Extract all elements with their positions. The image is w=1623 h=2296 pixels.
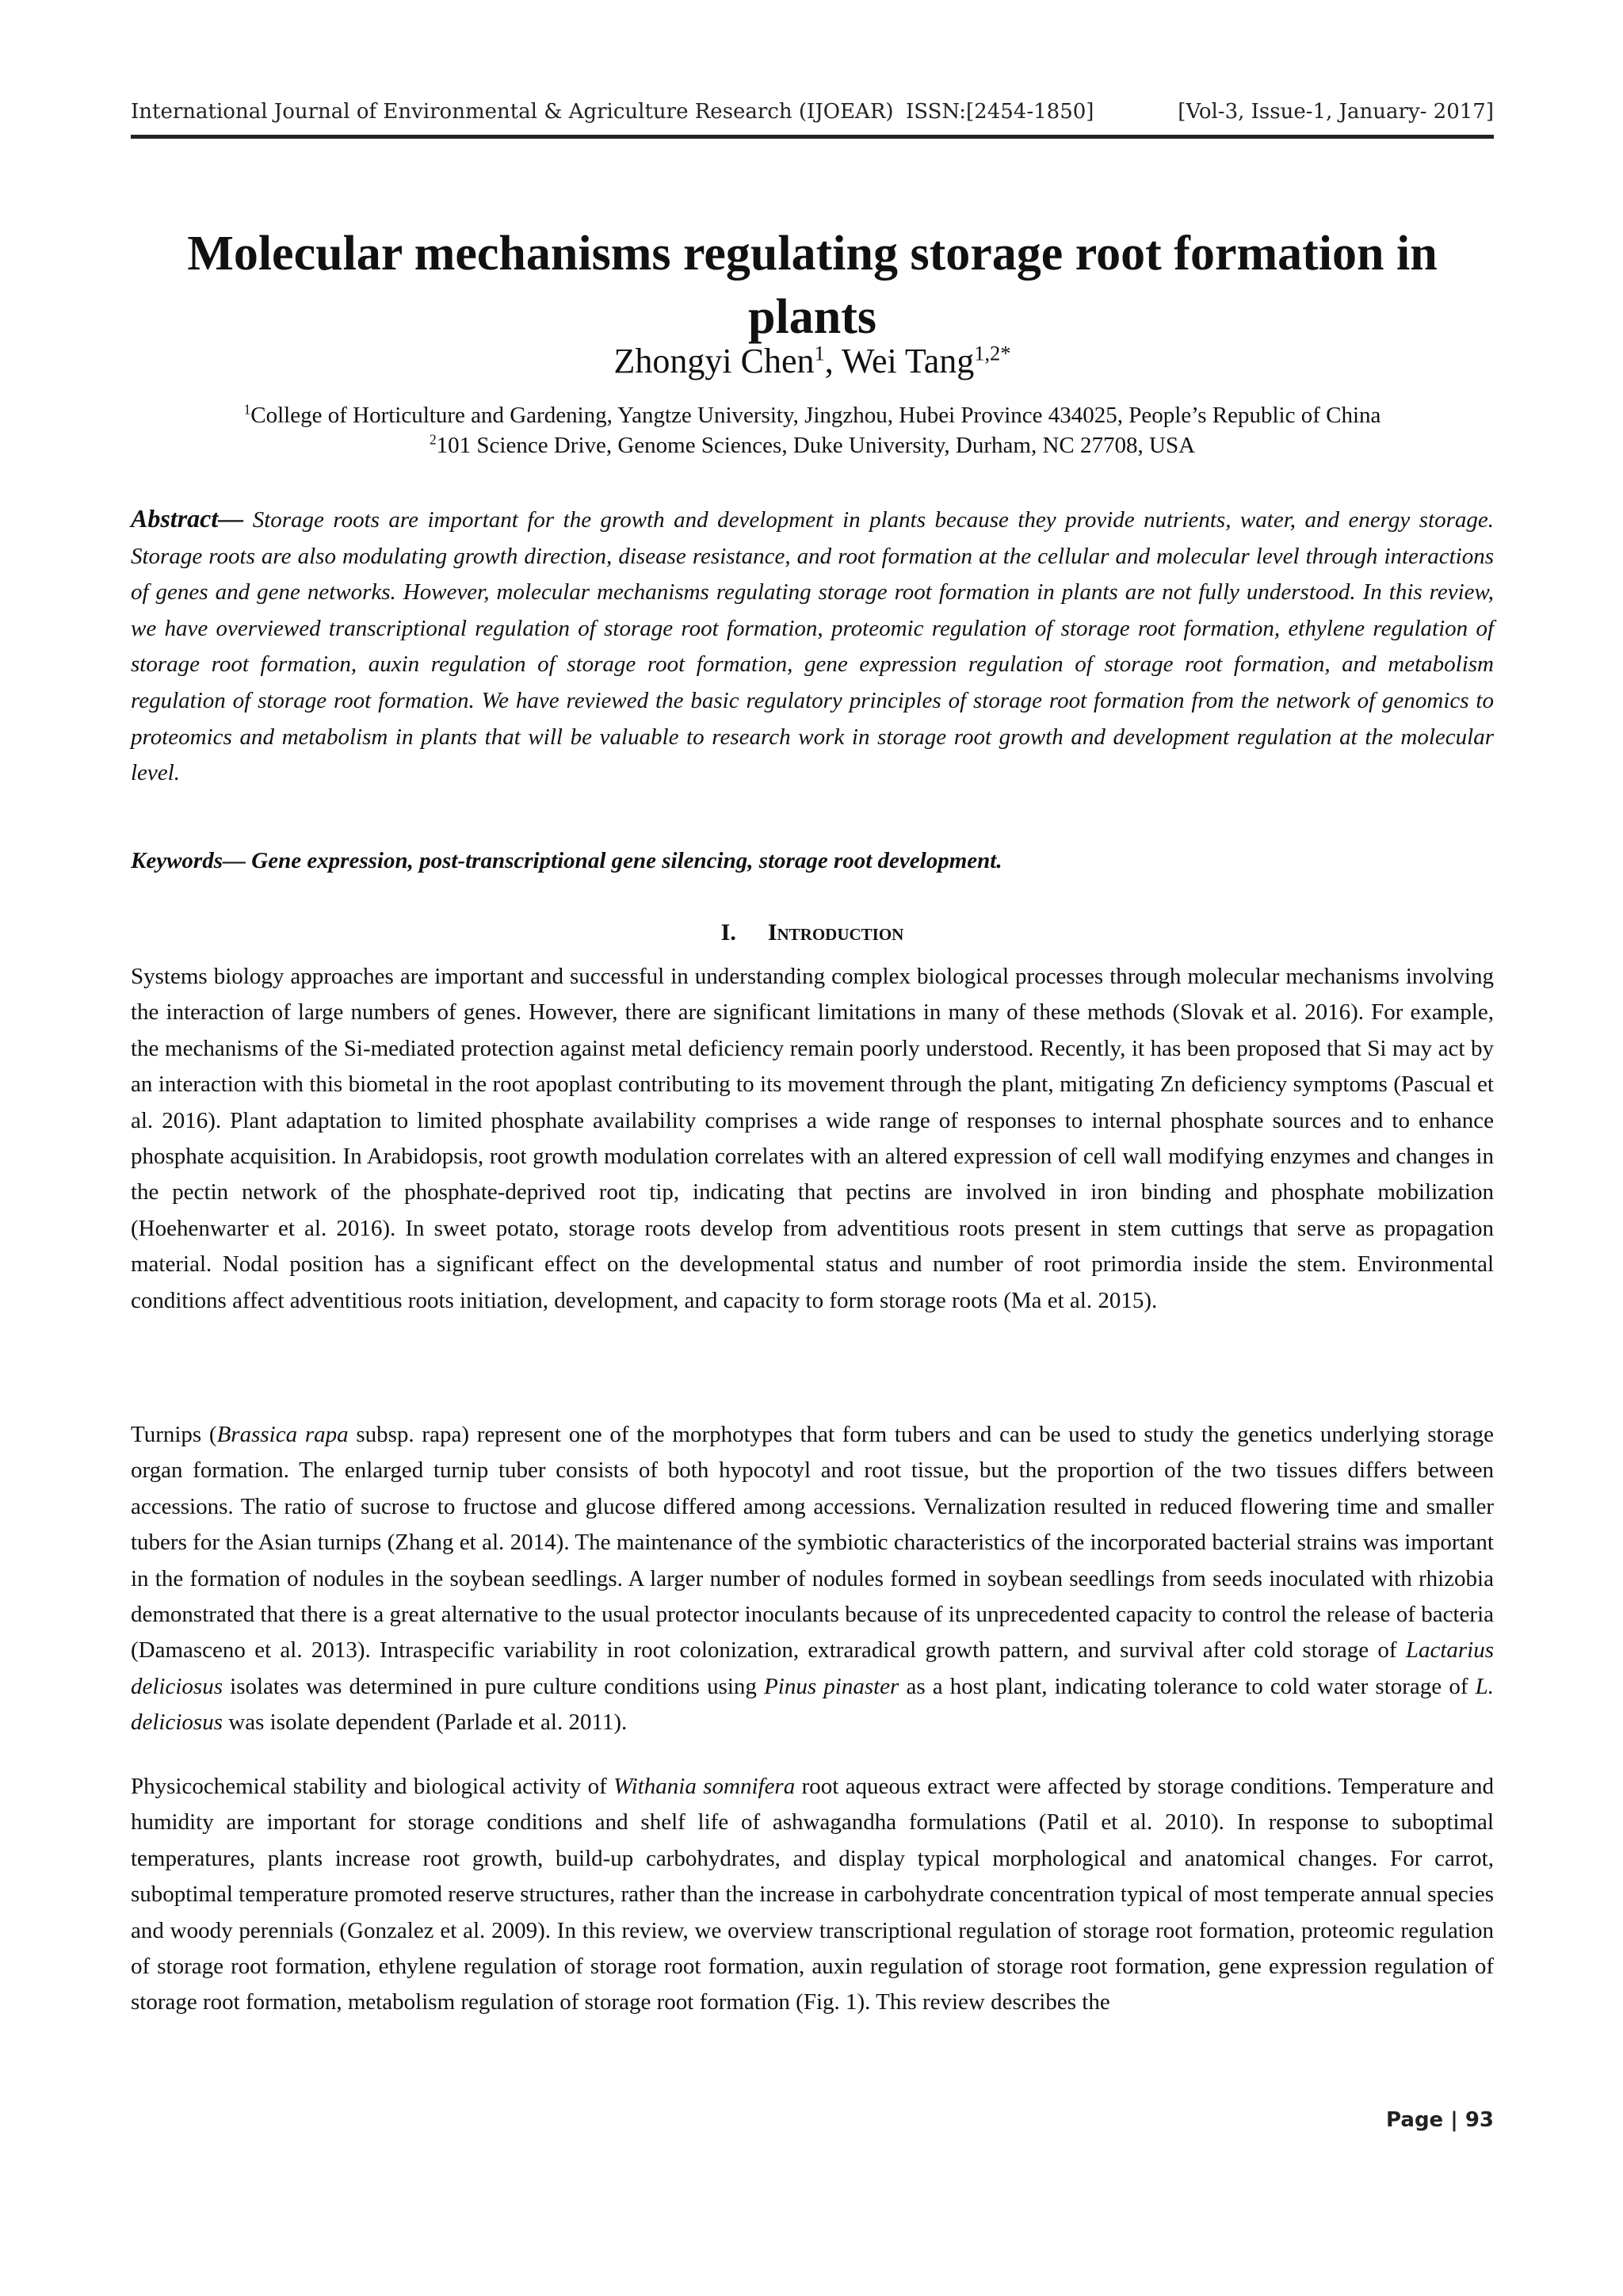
author-affil-mark: 1,2* xyxy=(974,341,1011,365)
issn: ISSN:[2454-1850] xyxy=(906,100,1094,124)
paper-title: Molecular mechanisms regulating storage root formation in plants xyxy=(187,227,1438,344)
author-name: Wei Tang xyxy=(841,342,975,380)
species-name: Pinus pinaster xyxy=(764,1673,899,1699)
author-affil-mark: 1 xyxy=(814,341,825,365)
text-run: Turnips ( xyxy=(131,1422,217,1447)
page-separator: | xyxy=(1443,2108,1465,2132)
author-name: Zhongyi Chen xyxy=(613,342,815,380)
abstract-label: Abstract— xyxy=(131,504,244,533)
volume-issue: [Vol-3, Issue-1, January- 2017] xyxy=(1178,100,1494,124)
section-heading xyxy=(131,919,1494,946)
running-header xyxy=(131,97,1494,128)
species-name: Withania somnifera xyxy=(613,1774,796,1799)
body-paragraph xyxy=(131,1769,1494,2021)
text-run: subsp. rapa) represent one of the morphotypes that form tubers and can be used to study the genetics underlying storage organ formation. The enlarged turnip tuber consists of both hypocotyl and root tissue, but the proportion of the two tissues differs between accessions. The ratio of sucrose to fructose and glucose differed among accessions. Vernalization resulted in reduced flowering time and smaller tubers for the Asian turnips (Zhang et al. 2014). The maintenance of the symbiotic characteristics of the incorporated bacterial strains was important in the formation of nodules in the soybean seedlings. A larger number of nodules formed in soybean seedlings from seeds inoculated with rhizobia demonstrated that there is a great alternative to the usual protector inoculants because of its unprecedented capacity to control the release of bacteria (Damasceno et al. 2013). Intraspecific variability in root colonization, extraradical growth pattern, and survival after cold storage of xyxy=(131,1422,1494,1664)
species-name: Lactarius deliciosus xyxy=(131,1637,1494,1699)
affiliation-text: College of Horticulture and Gardening, Yangtze University, Jingzhou, Hubei Province 434025, People’s Republic of China xyxy=(250,403,1381,428)
page-label: Page xyxy=(1386,2108,1444,2132)
keywords-label: Keywords— xyxy=(131,848,246,873)
text-run: was isolate dependent (Parlade et al. 2011). xyxy=(223,1710,628,1736)
page-footer xyxy=(1386,2108,1494,2132)
body-paragraph: Systems biology approaches are important and successful in understanding complex biological processes through molecular mechanisms involving the interaction of large numbers of genes. However, there are significant limitations in many of these methods (Slovak et al. 2016). For example, the mechanisms of the Si-mediated protection against metal deficiency remain poorly understood. Recently, it has been proposed that Si may act by an interaction with this biometal in the root apoplast contributing to its movement through the plant, mitigating Zn deficiency symptoms (Pascual et al. 2016). Plant adaptation to limited phosphate availability comprises a wide range of responses to internal phosphate sources and to enhance phosphate acquisition. In Arabidopsis, root growth modulation correlates with an altered expression of cell wall modifying enzymes and changes in the pectin network of the phosphate-deprived root tip, indicating that pectins are involved in iron binding and phosphate mobilization (Hoehenwarter et al. 2016). In sweet potato, storage roots develop from adventitious roots present in stem cuttings that serve as propagation material. Nodal position has a significant effect on the developmental status and number of root primordia inside the stem. Environmental conditions affect adventitious roots initiation, development, and capacity to form storage roots (Ma et al. 2015). xyxy=(131,964,1494,1313)
author-separator: , xyxy=(824,342,842,380)
text-run: isolates was determined in pure culture conditions using xyxy=(223,1673,765,1699)
abstract-text: Storage roots are important for the growth and development in plants because they provide nutrients, water, and energy storage. Storage roots are also modulating growth direction, disease resistance, and root formation at the cellular and molecular level through interactions of genes and gene networks. However, molecular mechanisms regulating storage root formation in plants are not fully understood. In this review, we have overviewed transcriptional regulation of storage root formation, proteomic regulation of storage root formation, ethylene regulation of storage root formation, auxin regulation of storage root formation, gene expression regulation of storage root formation, and metabolism regulation of storage root formation. We have reviewed the basic regulatory principles of storage root formation from the network of genomics to proteomics and metabolism in plants that will be valuable to research work in storage root growth and development regulation at the molecular level. xyxy=(131,507,1494,786)
text-run: Physicochemical stability and biological activity of xyxy=(131,1774,614,1799)
author-line xyxy=(131,341,1494,381)
species-name: L. deliciosus xyxy=(131,1673,1495,1736)
section-number: I. xyxy=(720,919,736,946)
affiliation-text: 101 Science Drive, Genome Sciences, Duke University, Durham, NC 27708, USA xyxy=(436,433,1196,458)
text-run: root aqueous extract were affected by storage conditions. Temperature and humidity are important for storage conditions and shelf life of ashwagandha formulations (Patil et al. 2010). In response to suboptimal temperatures, plants increase root growth, build-up carbohydrates, and display typical morphological and anatomical changes. For carrot, suboptimal temperature promoted reserve structures, rather than the increase in carbohydrate concentration typical of most temperate annual species and woody perennials (Gonzalez et al. 2009). In this review, we overview transcriptional regulation of storage root formation, proteomic regulation of storage root formation, ethylene regulation of storage root formation, auxin regulation of storage root formation, gene expression regulation of storage root formation, metabolism regulation of storage root formation (Fig. 1). This review describes the xyxy=(131,1774,1494,2015)
affiliation-mark: 1 xyxy=(243,401,251,418)
keywords xyxy=(131,848,1494,874)
affiliation xyxy=(111,433,1514,459)
text-run: as a host plant, indicating tolerance to cold water storage of xyxy=(899,1673,1476,1699)
abstract xyxy=(131,501,1494,792)
section-title: Introduction xyxy=(767,919,904,946)
header-rule xyxy=(131,135,1494,139)
affiliation xyxy=(111,403,1514,429)
species-name: Brassica rapa xyxy=(216,1422,349,1447)
page-number: 93 xyxy=(1465,2108,1494,2132)
body-paragraph xyxy=(131,1417,1494,1741)
keywords-text: Gene expression, post-transcriptional gene silencing, storage root development. xyxy=(251,848,1002,873)
journal-name: International Journal of Environmental & Agriculture Research (IJOEAR) xyxy=(131,100,894,124)
affiliation-mark: 2 xyxy=(429,431,437,448)
